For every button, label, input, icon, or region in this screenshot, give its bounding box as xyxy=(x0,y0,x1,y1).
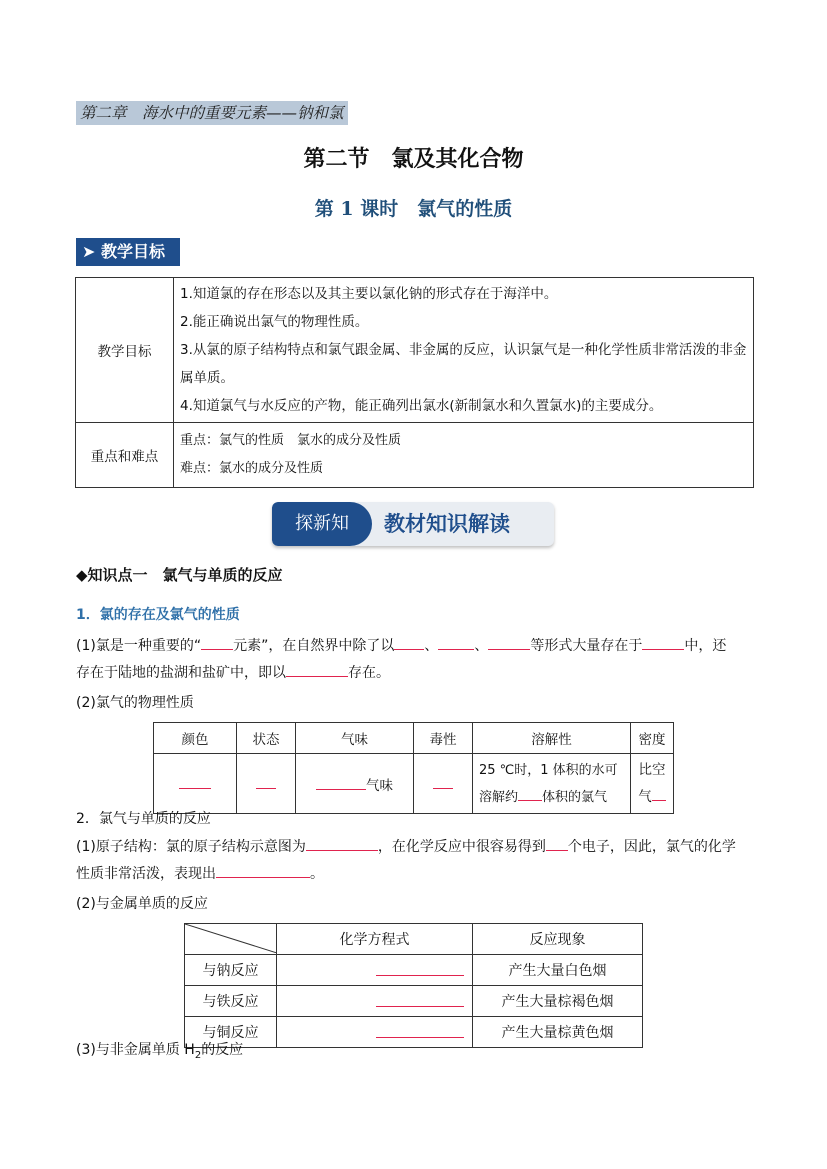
lesson-title: 第 1 课时 氯气的性质 xyxy=(314,198,513,220)
explore-tag: 探新知 xyxy=(272,502,372,546)
phenomenon-cell: 产生大量白色烟 xyxy=(473,955,643,986)
reaction-label: 与铁反应 xyxy=(185,986,277,1017)
goals-label: 教学目标 xyxy=(76,278,174,423)
fill-blank[interactable] xyxy=(518,787,542,801)
header-color: 颜色 xyxy=(154,723,237,754)
fill-blank[interactable] xyxy=(179,774,211,789)
table-row xyxy=(185,986,643,1017)
fill-blank[interactable] xyxy=(394,635,424,650)
section2-paragraph1: (1)原子结构：氯的原子结构示意图为 ，在化学反应中很容易得到 个电子，因此，氯气的化学 性质非常活泼，表现出 。 xyxy=(76,834,756,888)
diagonal-header-cell xyxy=(185,924,277,955)
goal-item: 4.知道氯气与水反应的产物，能正确列出氯水(新制氯水和久置氯水)的主要成分。 xyxy=(180,398,663,414)
fill-blank[interactable] xyxy=(642,635,684,650)
toxicity-cell xyxy=(414,754,473,814)
fill-blank[interactable] xyxy=(546,836,568,851)
goal-item: 1.知道氯的存在形态以及其主要以氯化钠的形式存在于海洋中。 xyxy=(180,286,558,302)
key-label: 重点和难点 xyxy=(76,423,174,488)
header-toxicity: 毒性 xyxy=(414,723,473,754)
smell-cell: 气味 xyxy=(296,754,414,814)
section2-paragraph3: (3)与非金属单质 $H_2$的反应 xyxy=(76,1042,244,1061)
fill-blank[interactable] xyxy=(201,635,233,650)
header-smell: 气味 xyxy=(296,723,414,754)
section2-paragraph2: (2)与金属单质的反应 xyxy=(76,896,208,912)
diagonal-line xyxy=(185,924,277,953)
solubility-cell: 25 ℃时，1 体积的水可 溶解约 体积的氯气 xyxy=(473,754,631,814)
density-cell: 比空 气 xyxy=(631,754,674,814)
phenomenon-cell: 产生大量棕黄色烟 xyxy=(473,1017,643,1048)
equation-cell xyxy=(277,986,473,1017)
header-solubility: 溶解性 xyxy=(473,723,631,754)
section1-paragraph2: (2)氯气的物理性质 xyxy=(76,695,194,711)
header-equation: 化学方程式 xyxy=(277,924,473,955)
knowledge-point-title: ◆知识点一 氯气与单质的反应 xyxy=(76,566,283,584)
equation-cell xyxy=(277,955,473,986)
header-density: 密度 xyxy=(631,723,674,754)
key-content xyxy=(174,423,754,488)
fill-blank[interactable] xyxy=(256,774,276,789)
explore-banner xyxy=(272,502,554,546)
metal-reaction-table xyxy=(184,923,643,1048)
section1-paragraph1: (1)氯是一种重要的“ 元素”，在自然界中除了以 、 、 等形式大量存在于 中，还 存在于陆地的盐湖和盐矿中，即以 存在。 xyxy=(76,633,756,687)
header-phenomenon: 反应现象 xyxy=(473,924,643,955)
objectives-table xyxy=(75,277,754,488)
phenomenon-cell: 产生大量棕褐色烟 xyxy=(473,986,643,1017)
fill-blank[interactable] xyxy=(306,836,378,851)
reaction-label: 与铜反应 xyxy=(185,1017,277,1048)
fill-blank[interactable] xyxy=(316,775,366,790)
goal-item: 3.从氯的原子结构特点和氯气跟金属、非金属的反应，认识氯气是一种化学性质非常活泼的非金属单质。 xyxy=(180,342,747,386)
color-cell xyxy=(154,754,237,814)
fill-blank[interactable] xyxy=(433,774,453,789)
chapter-heading: 第二章 海水中的重要元素——钠和氯 xyxy=(76,101,348,125)
section1-title: 1．氯的存在及氯气的性质 xyxy=(76,607,240,623)
key-points: 重点：氯气的性质 氯水的成分及性质 xyxy=(180,433,402,448)
reaction-label: 与钠反应 xyxy=(185,955,277,986)
table-row xyxy=(185,955,643,986)
goals-content xyxy=(174,278,754,423)
explore-title: 教材知识解读 xyxy=(384,512,510,536)
section2-title: 2．氯气与单质的反应 xyxy=(76,811,211,827)
objectives-banner: ➤ 教学目标 xyxy=(76,238,180,266)
fill-blank[interactable] xyxy=(376,992,464,1007)
physical-properties-table xyxy=(153,722,674,814)
header-state: 状态 xyxy=(237,723,296,754)
state-cell xyxy=(237,754,296,814)
goal-item: 2.能正确说出氯气的物理性质。 xyxy=(180,314,369,330)
fill-blank[interactable] xyxy=(286,662,348,677)
fill-blank[interactable] xyxy=(438,635,474,650)
difficult-points: 难点：氯水的成分及性质 xyxy=(180,461,324,476)
fill-blank[interactable] xyxy=(376,961,464,976)
section-title: 第二节 氯及其化合物 xyxy=(303,147,524,172)
fill-blank[interactable] xyxy=(376,1023,464,1038)
fill-blank[interactable] xyxy=(216,863,310,878)
fill-blank[interactable] xyxy=(652,786,666,801)
fill-blank[interactable] xyxy=(488,635,530,650)
